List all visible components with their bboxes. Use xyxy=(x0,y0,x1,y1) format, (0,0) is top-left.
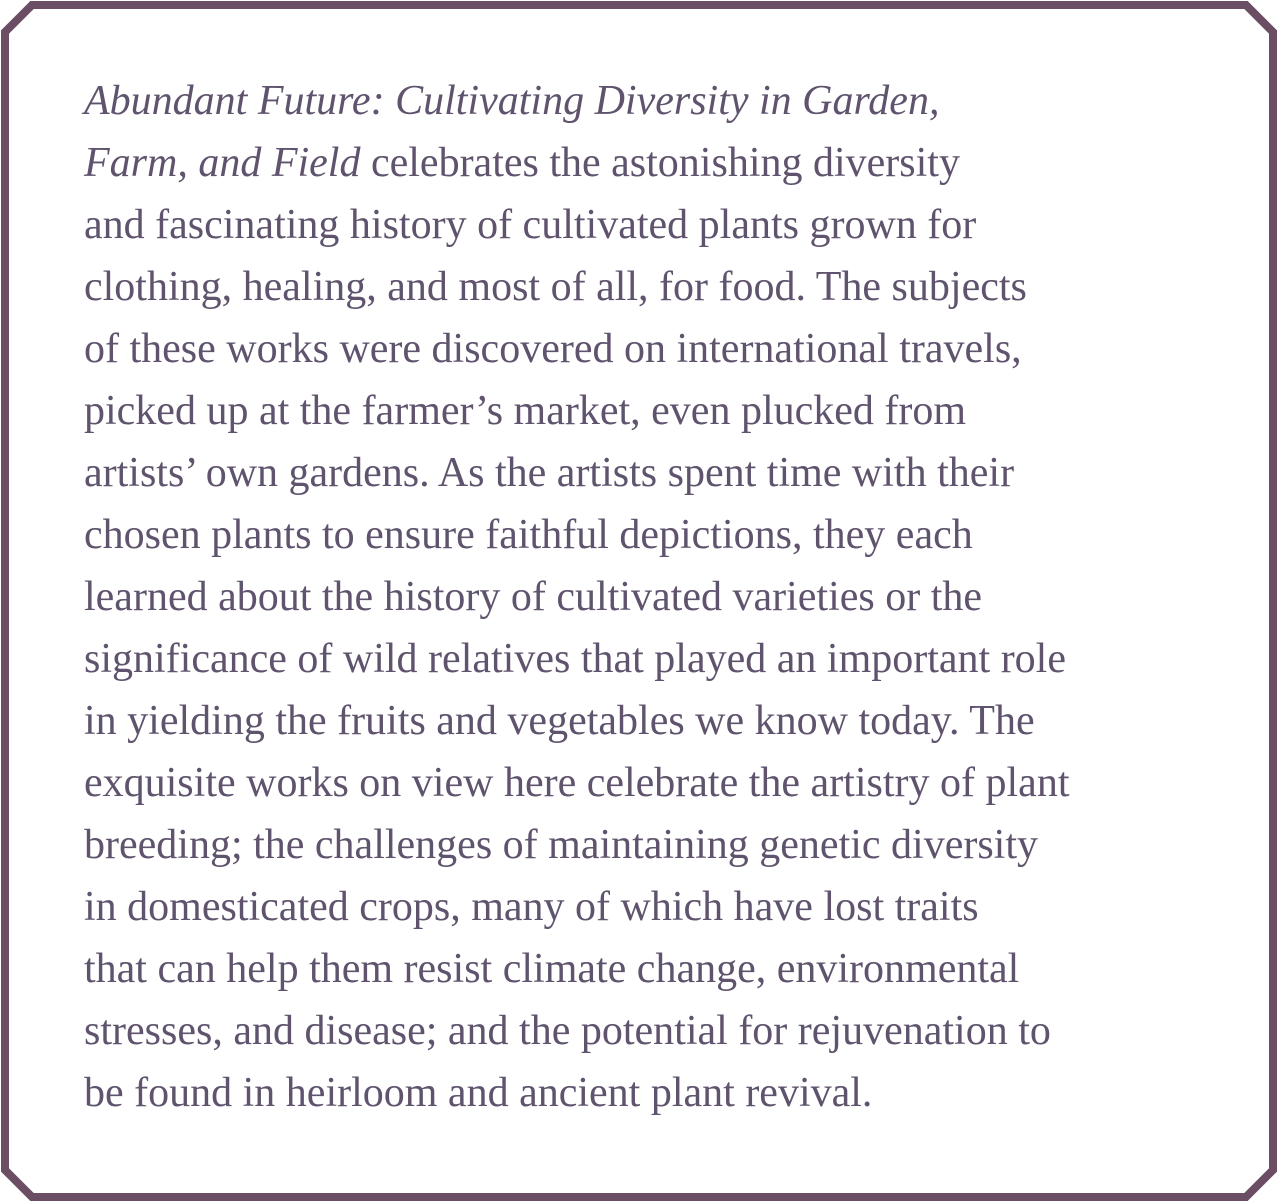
body-text-segment: exquisite works on view here celebrate the artistry of plant xyxy=(84,760,1070,806)
body-text-segment: breeding; the challenges of maintaining genetic diversity xyxy=(84,822,1039,868)
body-text-segment: chosen plants to ensure faithful depictions, they each xyxy=(84,512,973,558)
body-text-segment: celebrates the astonishing diversity xyxy=(360,140,960,186)
text-line xyxy=(84,194,1200,256)
text-line xyxy=(84,628,1200,690)
body-text-segment: be found in heirloom and ancient plant revival. xyxy=(84,1070,873,1116)
text-line xyxy=(84,1000,1200,1062)
body-text-segment: in domesticated crops, many of which have lost traits xyxy=(84,884,979,930)
body-text-segment: learned about the history of cultivated varieties or the xyxy=(84,574,983,620)
text-line xyxy=(84,876,1200,938)
text-line xyxy=(84,690,1200,752)
body-text-segment: stresses, and disease; and the potential for rejuvenation to xyxy=(84,1008,1051,1054)
body-text-segment: significance of wild relatives that played an important role xyxy=(84,636,1066,682)
text-line xyxy=(84,442,1200,504)
body-text-segment: clothing, healing, and most of all, for food. The subjects xyxy=(84,264,1027,310)
body-text-segment: artists’ own gardens. As the artists spent time with their xyxy=(84,450,1015,496)
text-line xyxy=(84,380,1200,442)
text-line xyxy=(84,504,1200,566)
text-line xyxy=(84,1062,1200,1124)
body-text-segment: picked up at the farmer’s market, even plucked from xyxy=(84,388,967,434)
body-text-segment: in yielding the fruits and vegetables we know today. The xyxy=(84,698,1035,744)
exhibition-description xyxy=(84,70,1200,1124)
text-line xyxy=(84,318,1200,380)
exhibition-title-segment: Farm, and Field xyxy=(84,140,361,186)
text-line xyxy=(84,256,1200,318)
text-line xyxy=(84,70,1200,132)
exhibition-title-segment: Abundant Future: Cultivating Diversity in Garden, xyxy=(84,78,940,124)
text-line xyxy=(84,132,1200,194)
text-line xyxy=(84,814,1200,876)
body-text-segment: that can help them resist climate change, environmental xyxy=(84,946,1020,992)
text-line xyxy=(84,938,1200,1000)
text-line xyxy=(84,566,1200,628)
body-text-segment: and fascinating history of cultivated plants grown for xyxy=(84,202,977,248)
body-text-segment: of these works were discovered on international travels, xyxy=(84,326,1022,372)
text-line xyxy=(84,752,1200,814)
